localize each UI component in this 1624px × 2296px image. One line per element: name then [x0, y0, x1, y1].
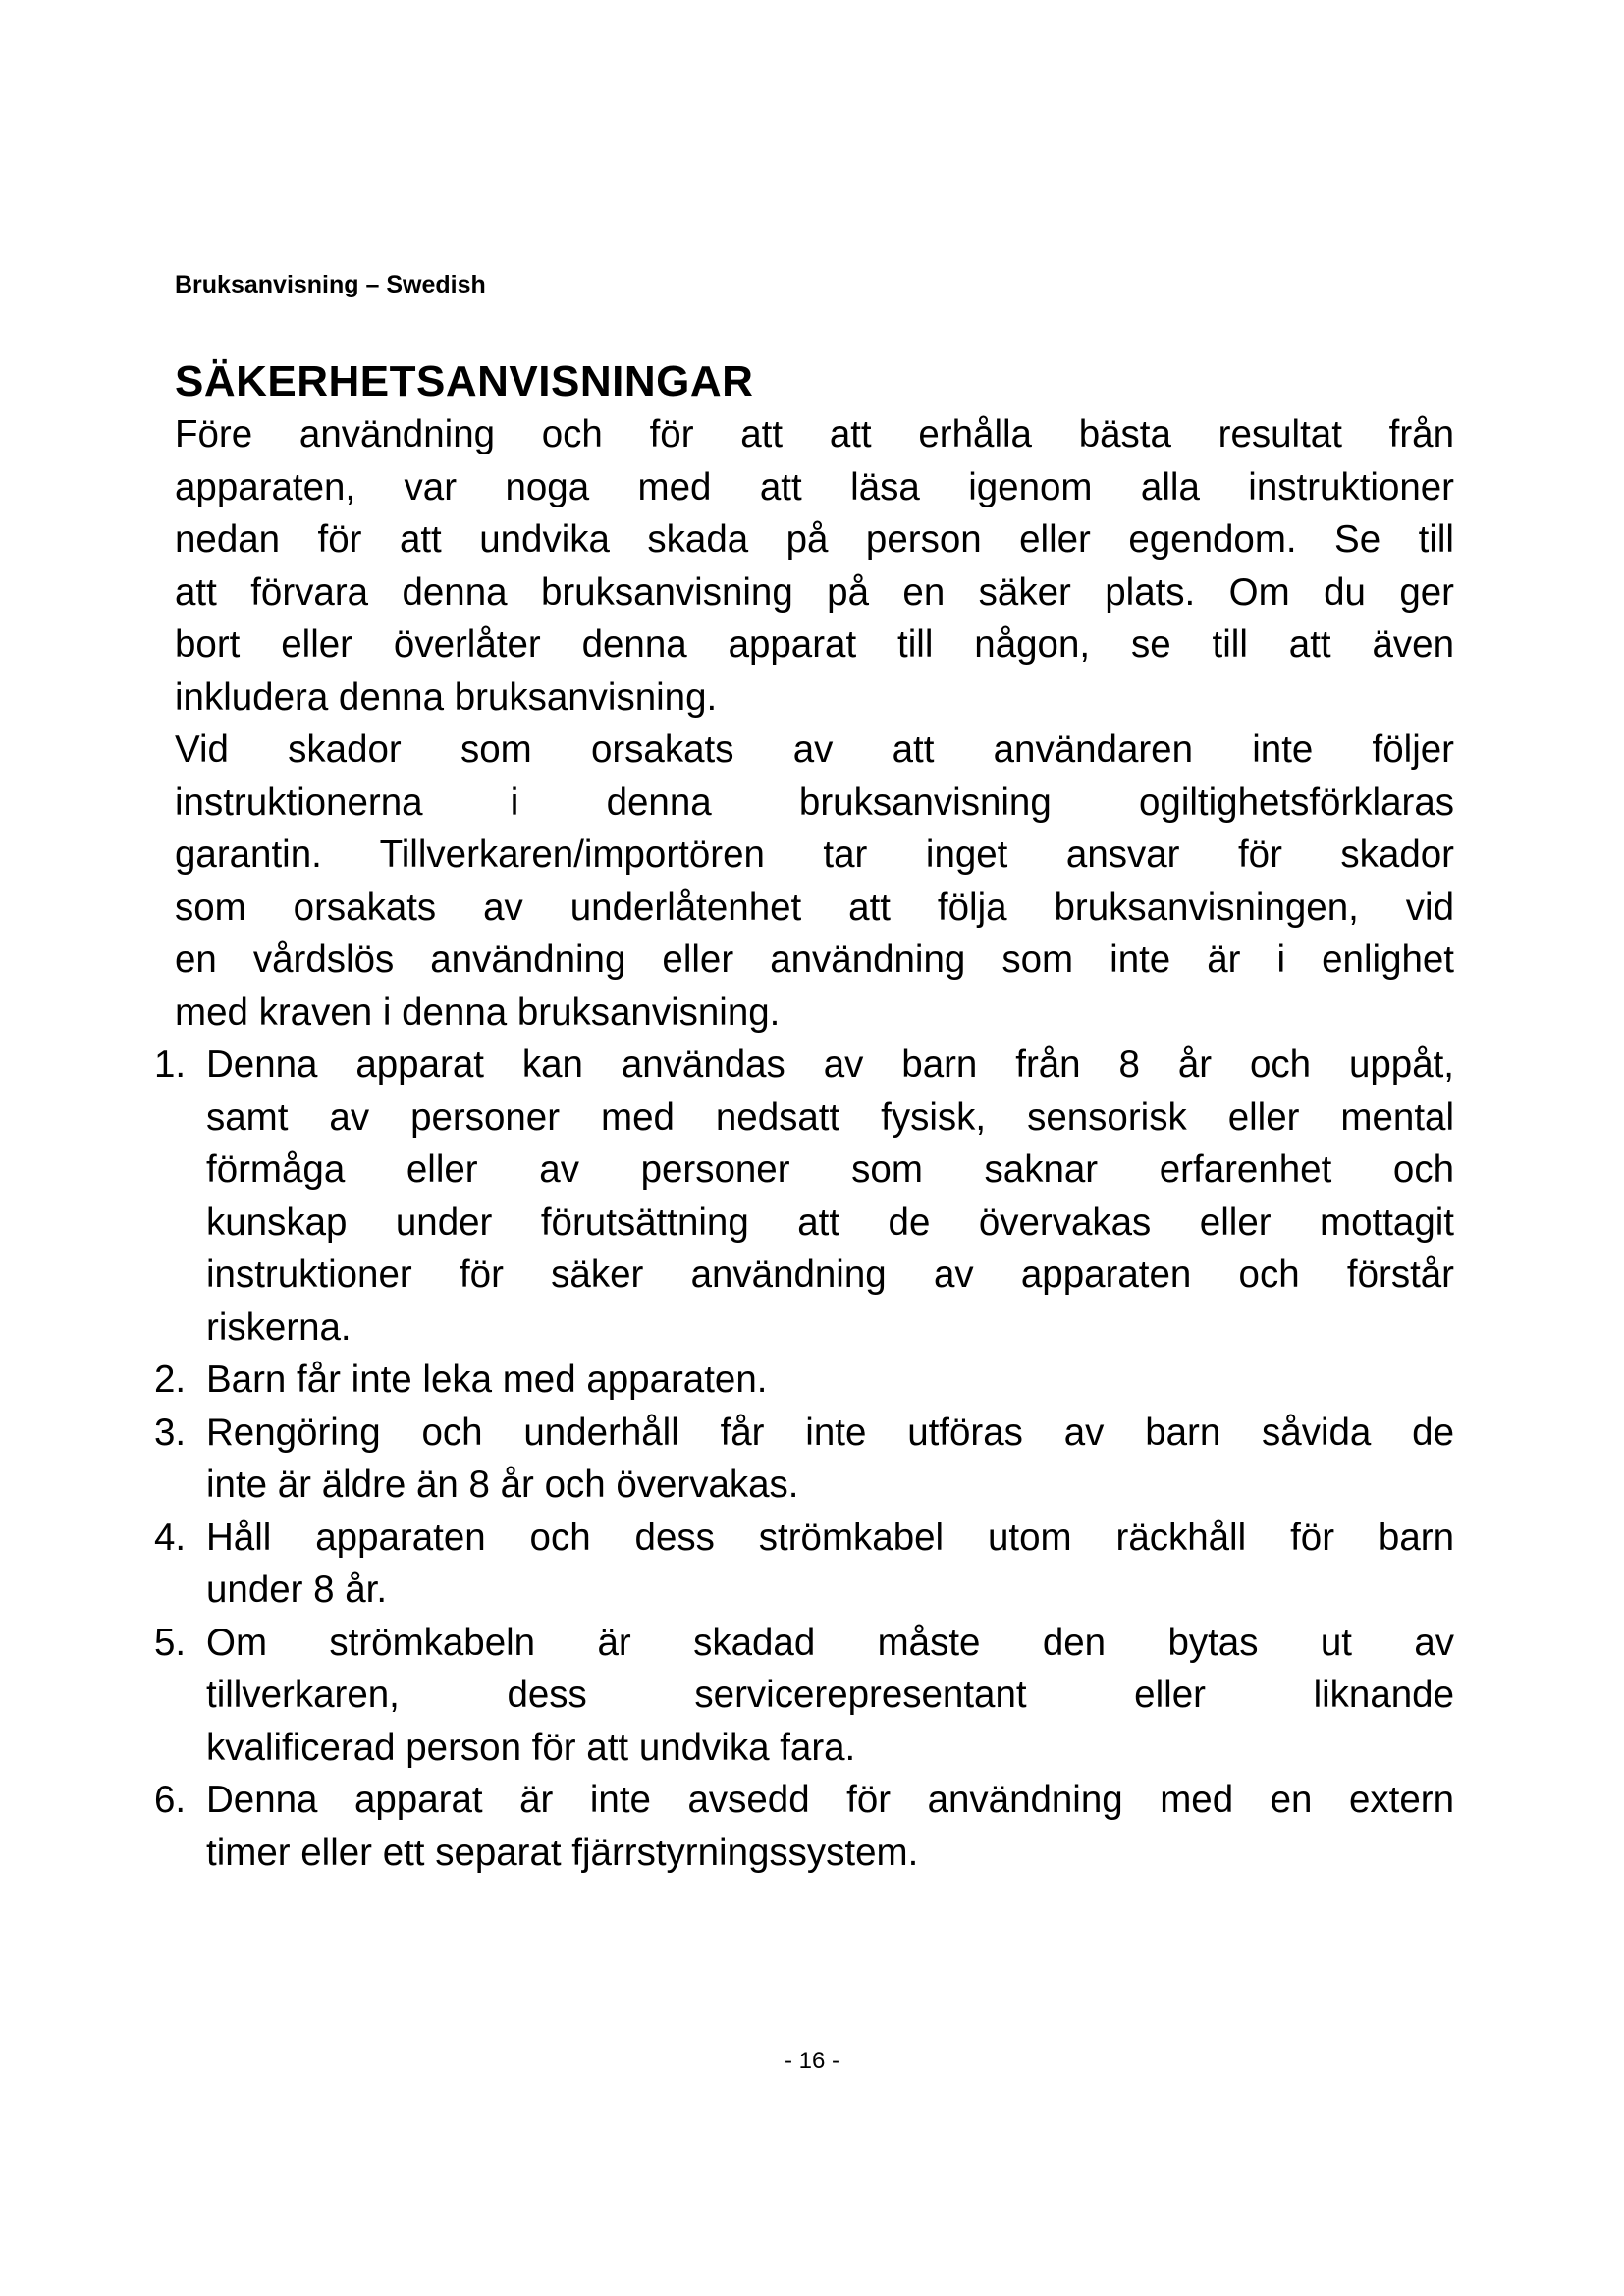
list-item — [154, 1512, 1454, 1617]
list-item-number: 5. — [154, 1621, 187, 1664]
list-item-line: kvalificerad person för att undvika fara. — [206, 1726, 856, 1769]
list-item-line: kunskap under förutsättning att de övervakas eller mottagit — [206, 1201, 1454, 1244]
list-item-line: Rengöring och underhåll får inte utföras av barn såvida de — [206, 1411, 1454, 1454]
list-item-line: förmåga eller av personer som saknar erfarenhet och — [206, 1148, 1454, 1191]
intro-line: apparaten, var noga med att läsa igenom alla instruktioner — [175, 465, 1454, 508]
page-header: Bruksanvisning – Swedish — [175, 271, 486, 298]
safety-rules-list — [154, 1039, 1454, 1879]
list-item-line: Barn får inte leka med apparaten. — [206, 1359, 768, 1401]
list-item-line: samt av personer med nedsatt fysisk, sensorisk eller mental — [206, 1095, 1454, 1139]
section-title: SÄKERHETSANVISNINGAR — [175, 357, 754, 405]
list-item — [154, 1039, 1454, 1354]
intro-line: bort eller överlåter denna apparat till någon, se till att även — [175, 623, 1454, 666]
list-item-line: Denna apparat kan användas av barn från 8 år och uppåt, — [206, 1043, 1454, 1086]
list-item-line: Denna apparat är inte avsedd för användning med en extern — [206, 1779, 1454, 1821]
list-item-line: timer eller ett separat fjärrstyrningssystem. — [206, 1831, 919, 1874]
list-item — [154, 1407, 1454, 1512]
list-item — [154, 1617, 1454, 1775]
list-item-number: 1. — [154, 1043, 187, 1086]
list-item-line: Håll apparaten och dess strömkabel utom räckhåll för barn — [206, 1516, 1454, 1559]
intro-paragraph — [175, 408, 1454, 723]
intro-line: nedan för att undvika skada på person eller egendom. Se till — [175, 518, 1454, 561]
warranty-line: garantin. Tillverkaren/importören tar inget ansvar för skador — [175, 833, 1454, 876]
list-item-line: instruktioner för säker användning av apparaten och förstår — [206, 1254, 1454, 1296]
list-item-number: 3. — [154, 1411, 187, 1454]
intro-line: Före användning och för att att erhålla bästa resultat från — [175, 413, 1454, 455]
list-item-line: tillverkaren, dess servicerepresentant eller liknande — [206, 1674, 1454, 1716]
warranty-line: med kraven i denna bruksanvisning. — [175, 990, 781, 1034]
list-item-line: Om strömkabeln är skadad måste den bytas ut av — [206, 1621, 1454, 1664]
warranty-paragraph — [175, 723, 1454, 1039]
list-item-number: 2. — [154, 1359, 187, 1401]
intro-line: inkludera denna bruksanvisning. — [175, 675, 718, 719]
warranty-line: som orsakats av underlåtenhet att följa bruksanvisningen, vid — [175, 885, 1454, 929]
warranty-line: Vid skador som orsakats av att användaren inte följer — [175, 728, 1454, 771]
list-item — [154, 1354, 1454, 1407]
list-item-line: inte är äldre än 8 år och övervakas. — [206, 1464, 799, 1506]
warranty-line: instruktionerna i denna bruksanvisning ogiltighetsförklaras — [175, 780, 1454, 824]
intro-line: att förvara denna bruksanvisning på en säker plats. Om du ger — [175, 570, 1454, 614]
warranty-line: en vårdslös användning eller användning som inte är i enlighet — [175, 938, 1454, 981]
list-item — [154, 1774, 1454, 1879]
page-number: - 16 - — [784, 2048, 839, 2074]
page-content — [154, 355, 1454, 1879]
list-item-line: riskerna. — [206, 1306, 352, 1349]
list-item-line: under 8 år. — [206, 1569, 388, 1611]
list-item-number: 4. — [154, 1516, 187, 1559]
list-item-number: 6. — [154, 1779, 187, 1821]
